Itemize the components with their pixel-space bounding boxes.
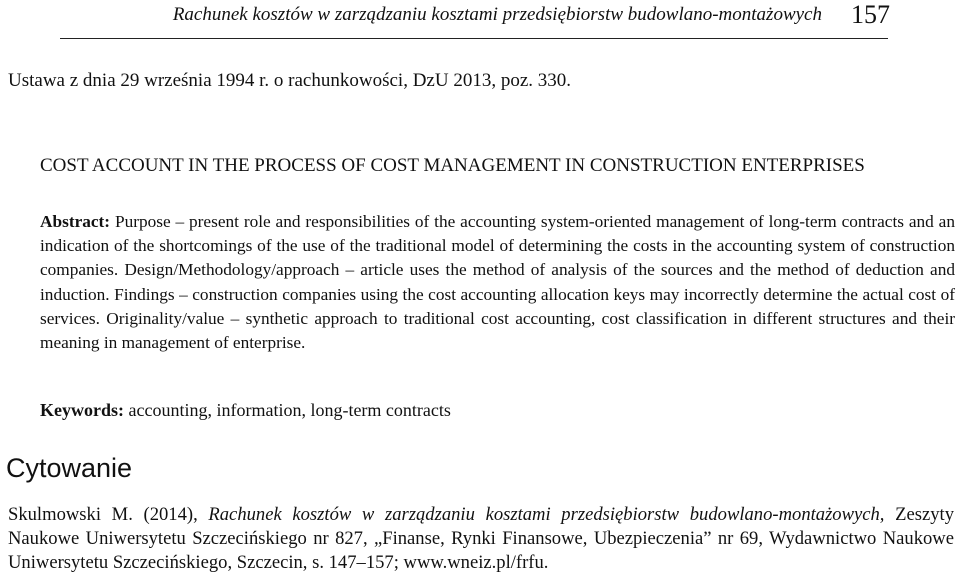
abstract bbox=[40, 210, 955, 355]
page-number: 157 bbox=[851, 0, 890, 29]
running-header-title: Rachunek kosztów w zarządzaniu kosztami przedsiębiorstw budowlano-montażowych bbox=[172, 4, 822, 25]
keywords-text: accounting, information, long-term contracts bbox=[128, 400, 451, 420]
citation-heading: Cytowanie bbox=[6, 453, 133, 483]
article-title: COST ACCOUNT IN THE PROCESS OF COST MANAGEMENT IN CONSTRUCTION ENTERPRISES bbox=[40, 155, 865, 176]
abstract-label: Abstract: bbox=[40, 212, 111, 231]
reference-entry: Ustawa z dnia 29 września 1994 r. o rachunkowości, DzU 2013, poz. 330. bbox=[8, 70, 572, 91]
keywords bbox=[40, 400, 451, 421]
citation-publication: Zeszyty Naukowe Uniwersytetu Szczecińskiego nr 827, „Finanse, Rynki Finansowe, Ubezpieczenia” nr 69, Wydawnictwo Naukowe Uniwersytetu Szczecińskiego, Szczecin, s. 147–157; www.wneiz.pl/frfu. bbox=[8, 504, 954, 573]
keywords-label: Keywords: bbox=[40, 400, 124, 420]
abstract-text: Purpose – present role and responsibilities of the accounting system-oriented management of long-term contracts and an indication of the shortcomings of the use of the traditional model of determining the costs in the accounting system of construction companies. Design/Methodology/approach – article uses the method of analysis of the sources and the method of deduction and induction. Findings – construction companies using the cost accounting allocation keys may incorrectly determine the actual cost of services. Originality/value – synthetic approach to traditional cost accounting, cost classification in different structures and their meaning in management of enterprise. bbox=[40, 212, 955, 353]
citation-text bbox=[8, 503, 954, 575]
running-header bbox=[60, 0, 888, 39]
citation-book-title: Rachunek kosztów w zarządzaniu kosztami przedsiębiorstw budowlano-montażowych, bbox=[208, 504, 885, 525]
citation-author-year: Skulmowski M. (2014), bbox=[8, 504, 198, 525]
